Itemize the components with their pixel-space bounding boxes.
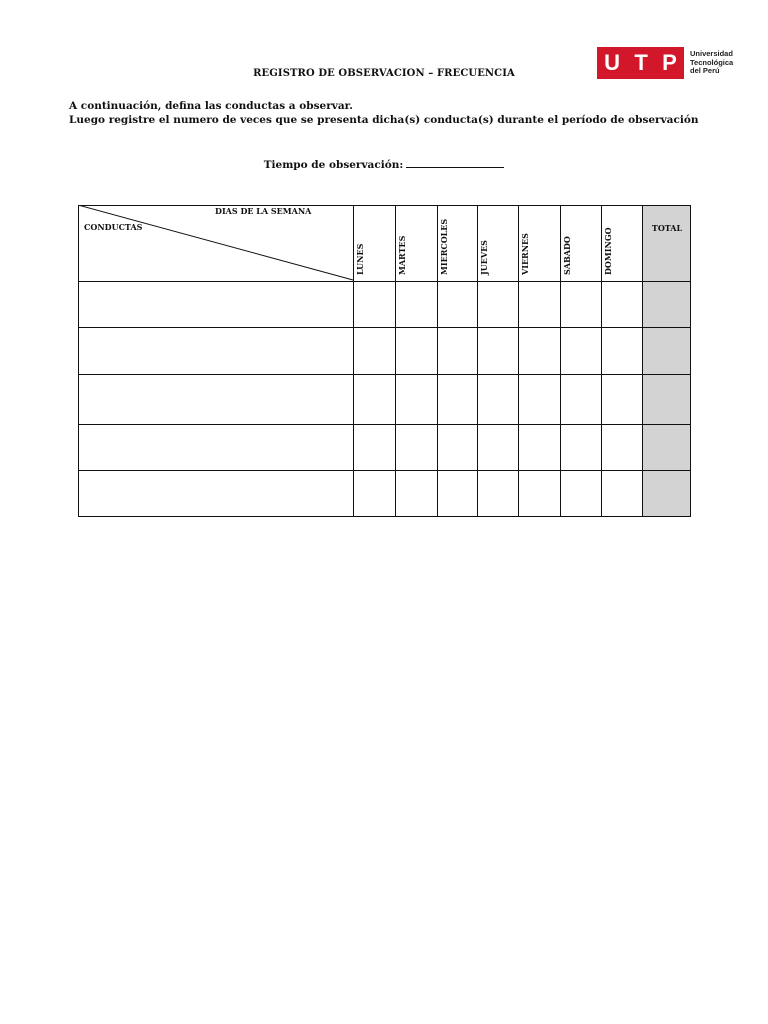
day-cell[interactable] [478, 282, 518, 327]
day-cell[interactable] [478, 375, 518, 424]
observation-time-blank[interactable] [406, 156, 504, 168]
day-cell[interactable] [478, 328, 518, 374]
day-cell[interactable] [602, 328, 642, 374]
day-cell[interactable] [519, 425, 560, 470]
observation-time-label: Tiempo de observación: [263, 159, 404, 171]
day-cell[interactable] [602, 375, 642, 424]
logo-line-1: Universidad [690, 49, 733, 59]
day-cell[interactable] [438, 375, 477, 424]
total-cell[interactable] [643, 471, 690, 516]
conduct-cell[interactable] [79, 282, 353, 327]
day-cell[interactable] [519, 471, 560, 516]
day-cell[interactable] [519, 375, 560, 424]
day-cell[interactable] [561, 471, 601, 516]
observation-time [0, 156, 768, 171]
conduct-cell[interactable] [79, 375, 353, 424]
day-cell[interactable] [354, 282, 395, 327]
day-cell[interactable] [561, 282, 601, 327]
day-cell[interactable] [561, 425, 601, 470]
day-cell[interactable] [354, 375, 395, 424]
conduct-cell[interactable] [79, 471, 353, 516]
logo-letter-u: U [604, 50, 621, 75]
day-cell[interactable] [438, 425, 477, 470]
conduct-cell[interactable] [79, 328, 353, 374]
table-hline [78, 516, 691, 517]
day-cell[interactable] [561, 375, 601, 424]
day-cell[interactable] [519, 328, 560, 374]
header-diagonal-line [78, 205, 354, 281]
day-cell[interactable] [519, 282, 560, 327]
day-cell[interactable] [438, 471, 477, 516]
day-header-jueves: JUEVES [479, 240, 489, 275]
day-cell[interactable] [478, 425, 518, 470]
table-hline [78, 205, 691, 206]
conducts-header: CONDUCTAS [84, 222, 143, 232]
day-cell[interactable] [602, 471, 642, 516]
total-cell[interactable] [643, 282, 690, 327]
day-header-viernes: VIERNES [520, 233, 530, 275]
instructions [69, 99, 699, 127]
logo-letter-p: P [662, 50, 677, 75]
day-cell[interactable] [438, 328, 477, 374]
instruction-line-1: A continuación, defina las conductas a observar. [69, 100, 353, 112]
observation-table [78, 205, 691, 517]
day-cell[interactable] [561, 328, 601, 374]
day-cell[interactable] [354, 471, 395, 516]
day-header-lunes: LUNES [355, 243, 365, 275]
day-cell[interactable] [354, 328, 395, 374]
day-cell[interactable] [396, 282, 437, 327]
day-header-martes: MARTES [397, 235, 407, 275]
logo-line-2: Tecnológica [690, 57, 734, 67]
page-title: REGISTRO DE OBSERVACION – FRECUENCIA [253, 68, 515, 79]
day-cell[interactable] [478, 471, 518, 516]
total-cell[interactable] [643, 375, 690, 424]
day-cell[interactable] [602, 282, 642, 327]
total-header: TOTAL [651, 223, 683, 233]
day-header-domingo: DOMINGO [603, 227, 613, 275]
day-header-sabado: SABADO [562, 236, 572, 275]
day-cell[interactable] [396, 375, 437, 424]
total-cell[interactable] [643, 425, 690, 470]
day-cell[interactable] [396, 328, 437, 374]
instruction-line-2: Luego registre el numero de veces que se presenta dicha(s) conducta(s) durante el período de observación [69, 114, 699, 126]
day-cell[interactable] [396, 425, 437, 470]
logo-line-3: del Perú [690, 66, 720, 76]
days-header: DIAS DE LA SEMANA [215, 206, 312, 216]
conduct-cell[interactable] [79, 425, 353, 470]
logo-letter-t: T [634, 50, 648, 75]
day-header-miercoles: MIERCOLES [439, 218, 449, 275]
day-cell[interactable] [602, 425, 642, 470]
day-cell[interactable] [396, 471, 437, 516]
day-cell[interactable] [354, 425, 395, 470]
total-cell[interactable] [643, 328, 690, 374]
table-vline [690, 205, 691, 517]
day-cell[interactable] [438, 282, 477, 327]
